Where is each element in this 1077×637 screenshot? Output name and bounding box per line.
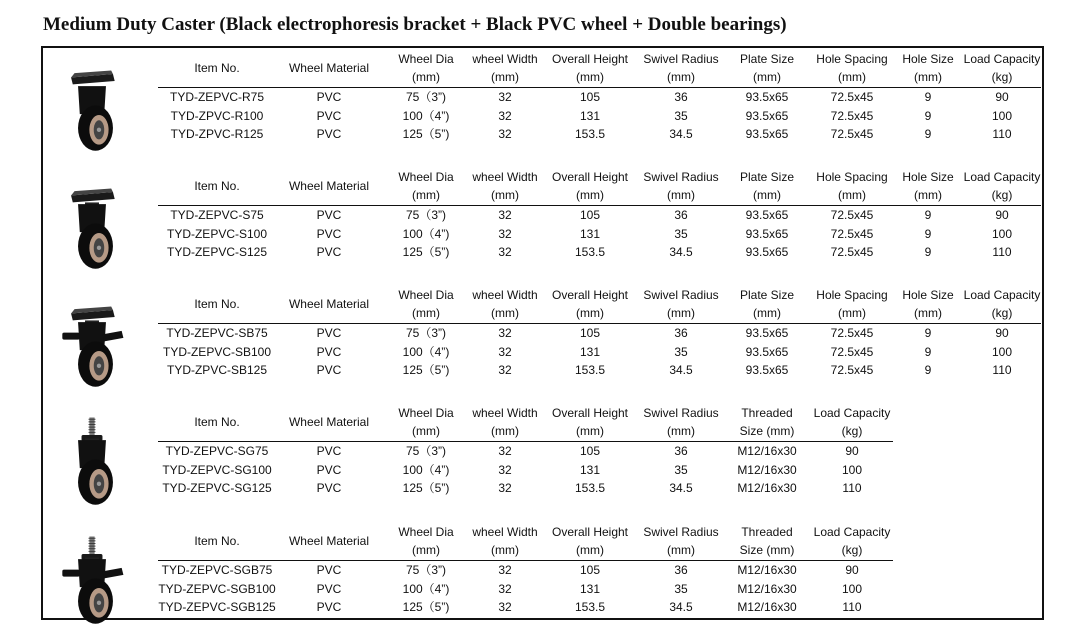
table-cell: 100（4”): [402, 462, 450, 477]
column-header: Hole Size: [902, 288, 954, 302]
item-number: TYD-ZEPVC-SG125: [162, 481, 272, 496]
table-cell: 153.5: [574, 245, 606, 260]
column-header-unit: (mm): [667, 306, 695, 320]
table-cell: 72.5x45: [830, 108, 874, 123]
column-header-unit: (kg): [841, 543, 863, 557]
column-header-unit: (kg): [991, 188, 1013, 202]
column-header-unit: (mm): [753, 306, 781, 320]
column-header-unit: (mm): [576, 306, 604, 320]
table-cell: 93.5x65: [745, 326, 789, 340]
table-cell: 125（5”): [402, 127, 450, 142]
table-cell: 75（3”): [405, 326, 446, 340]
column-header-unit: (mm): [491, 424, 519, 438]
column-header-unit: Size (mm): [739, 543, 795, 557]
table-cell: PVC: [316, 245, 342, 260]
column-header-unit: (mm): [576, 424, 604, 438]
table-cell: 93.5x65: [745, 108, 789, 123]
table-cell: 32: [498, 363, 512, 378]
table-cell: 153.5: [574, 481, 606, 496]
table-cell: 72.5x45: [830, 90, 874, 104]
table-cell: 153.5: [574, 600, 606, 615]
column-header: Hole Spacing: [816, 288, 888, 302]
column-header: wheel Width: [472, 52, 538, 66]
column-header: Item No.: [194, 415, 240, 429]
table-cell: 110: [842, 481, 862, 496]
table-cell: 110: [842, 600, 862, 615]
column-header: Overall Height: [551, 52, 629, 66]
column-header-unit: (mm): [412, 543, 440, 557]
item-number: TYD-ZEPVC-SB75: [166, 326, 268, 340]
table-cell: 36: [674, 326, 688, 340]
page-title: Medium Duty Caster (Black electrophoresis bracket + Black PVC wheel + Double bearings): [43, 14, 787, 35]
table-cell: M12/16x30: [737, 481, 797, 496]
column-header-unit: (mm): [576, 70, 604, 84]
table-cell: 34.5: [669, 245, 693, 260]
table-cell: PVC: [316, 127, 342, 142]
column-header: Overall Height: [551, 288, 629, 302]
table-cell: M12/16x30: [737, 462, 797, 477]
column-header: Item No.: [194, 61, 240, 75]
item-number: TYD-ZEPVC-SGB75: [161, 563, 273, 577]
table-cell: PVC: [316, 208, 342, 222]
item-number: TYD-ZEPVC-SGB100: [158, 581, 276, 596]
table-cell: 36: [674, 208, 688, 222]
column-header: Wheel Dia: [398, 288, 454, 302]
item-number: TYD-ZEPVC-R75: [169, 90, 264, 104]
table-cell: 131: [579, 108, 601, 123]
column-header: Wheel Dia: [398, 52, 454, 66]
table-cell: 90: [845, 563, 859, 577]
table-cell: 100: [991, 344, 1013, 359]
column-header: Hole Spacing: [816, 52, 888, 66]
column-header-unit: (mm): [838, 188, 866, 202]
column-header: Wheel Material: [288, 415, 370, 429]
table-cell: 32: [498, 581, 512, 596]
table-cell: 32: [498, 600, 512, 615]
table-cell: PVC: [316, 363, 342, 378]
column-header: Wheel Material: [288, 179, 370, 193]
column-header-unit: (mm): [412, 70, 440, 84]
column-header-unit: (mm): [491, 188, 519, 202]
column-header: Overall Height: [551, 525, 629, 539]
table-cell: 32: [498, 90, 512, 104]
column-header-unit: Size (mm): [739, 424, 795, 438]
column-header-unit: (mm): [838, 306, 866, 320]
column-header: Swivel Radius: [643, 406, 719, 420]
table-cell: 131: [579, 462, 601, 477]
table-cell: M12/16x30: [737, 600, 797, 615]
column-header-unit: (mm): [914, 188, 942, 202]
table-cell: 90: [995, 326, 1009, 340]
table-cell: PVC: [316, 581, 342, 596]
table-cell: 34.5: [669, 363, 693, 378]
table-cell: 34.5: [669, 600, 693, 615]
column-header: Load Capacity: [963, 170, 1041, 184]
table-cell: 34.5: [669, 481, 693, 496]
table-cell: PVC: [316, 462, 342, 477]
column-header: Wheel Dia: [398, 525, 454, 539]
column-header: Load Capacity: [963, 52, 1041, 66]
table-cell: 9: [924, 344, 932, 359]
column-header-unit: (kg): [841, 424, 863, 438]
column-header: Wheel Dia: [398, 406, 454, 420]
table-cell: 100: [991, 108, 1013, 123]
rigid-caster-icon: [56, 60, 128, 156]
table-cell: 32: [498, 444, 512, 458]
column-header: wheel Width: [472, 170, 538, 184]
table-cell: 72.5x45: [830, 127, 874, 142]
table-cell: 105: [579, 90, 601, 104]
table-cell: 110: [992, 245, 1012, 260]
item-number: TYD-ZEPVC-S100: [166, 226, 268, 241]
table-cell: 110: [992, 363, 1012, 378]
table-cell: PVC: [316, 108, 342, 123]
table-cell: 35: [674, 462, 688, 477]
swivel-caster-icon: [56, 178, 128, 274]
table-cell: 100: [841, 581, 863, 596]
table-cell: 105: [579, 326, 601, 340]
table-cell: 9: [924, 326, 932, 340]
column-header: Load Capacity: [813, 406, 891, 420]
column-header-unit: (mm): [667, 70, 695, 84]
column-header-unit: (mm): [667, 543, 695, 557]
table-cell: 36: [674, 90, 688, 104]
column-header-unit: (mm): [491, 543, 519, 557]
threaded-stem-brake-caster-icon: [56, 533, 128, 629]
table-cell: 93.5x65: [745, 127, 789, 142]
column-header: Load Capacity: [963, 288, 1041, 302]
table-cell: 75（3”): [405, 563, 446, 577]
column-header: Swivel Radius: [643, 52, 719, 66]
table-cell: 100: [991, 226, 1013, 241]
column-header-unit: (mm): [576, 543, 604, 557]
table-cell: 32: [498, 127, 512, 142]
table-cell: 75（3”): [405, 444, 446, 458]
column-header-unit: (mm): [838, 70, 866, 84]
column-header: Plate Size: [739, 288, 795, 302]
column-header: Hole Size: [902, 170, 954, 184]
table-cell: 72.5x45: [830, 226, 874, 241]
table-cell: 110: [992, 127, 1012, 142]
table-cell: 9: [924, 363, 932, 378]
table-cell: 72.5x45: [830, 344, 874, 359]
table-cell: 72.5x45: [830, 208, 874, 222]
table-cell: M12/16x30: [737, 444, 797, 458]
table-cell: 9: [924, 208, 932, 222]
column-header: Hole Spacing: [816, 170, 888, 184]
table-cell: PVC: [316, 563, 342, 577]
item-number: TYD-ZEPVC-SGB125: [158, 600, 276, 615]
table-cell: PVC: [316, 444, 342, 458]
table-cell: 100（4”): [402, 226, 450, 241]
column-header-unit: (kg): [991, 306, 1013, 320]
table-cell: 125（5”): [402, 481, 450, 496]
table-cell: 93.5x65: [745, 90, 789, 104]
table-cell: PVC: [316, 226, 342, 241]
table-cell: 32: [498, 462, 512, 477]
table-cell: 72.5x45: [830, 363, 874, 378]
item-number: TYD-ZEPVC-S75: [170, 208, 264, 222]
table-cell: 90: [995, 208, 1009, 222]
column-header-unit: (mm): [914, 70, 942, 84]
table-cell: 93.5x65: [745, 344, 789, 359]
table-cell: 32: [498, 563, 512, 577]
item-number: TYD-ZPVC-R100: [170, 108, 264, 123]
table-cell: 100: [841, 462, 863, 477]
table-cell: 9: [924, 108, 932, 123]
column-header: Threaded: [741, 525, 793, 539]
table-cell: 75（3”): [405, 90, 446, 104]
table-cell: 35: [674, 108, 688, 123]
column-header: Overall Height: [551, 170, 629, 184]
column-header-unit: (mm): [667, 424, 695, 438]
table-cell: 105: [579, 563, 601, 577]
column-header: Plate Size: [739, 52, 795, 66]
table-cell: 72.5x45: [830, 326, 874, 340]
table-cell: 125（5”): [402, 363, 450, 378]
table-cell: 32: [498, 326, 512, 340]
column-header: Overall Height: [551, 406, 629, 420]
table-cell: 72.5x45: [830, 245, 874, 260]
table-cell: PVC: [316, 326, 342, 340]
table-cell: 34.5: [669, 127, 693, 142]
table-cell: 32: [498, 208, 512, 222]
table-cell: 9: [924, 127, 932, 142]
column-header-unit: (kg): [991, 70, 1013, 84]
threaded-stem-caster-icon: [56, 414, 128, 510]
table-cell: PVC: [316, 344, 342, 359]
column-header-unit: (mm): [753, 70, 781, 84]
column-header-unit: (mm): [667, 188, 695, 202]
table-cell: 131: [579, 344, 601, 359]
column-header: Item No.: [194, 297, 240, 311]
table-cell: 153.5: [574, 363, 606, 378]
column-header: Load Capacity: [813, 525, 891, 539]
column-header: wheel Width: [472, 525, 538, 539]
table-cell: 100（4”): [402, 344, 450, 359]
table-cell: 35: [674, 226, 688, 241]
table-cell: 153.5: [574, 127, 606, 142]
column-header-unit: (mm): [491, 70, 519, 84]
table-cell: 125（5”): [402, 245, 450, 260]
column-header: Hole Size: [902, 52, 954, 66]
column-header-unit: (mm): [412, 306, 440, 320]
column-header: Plate Size: [739, 170, 795, 184]
item-number: TYD-ZPVC-SB125: [166, 363, 268, 378]
swivel-brake-caster-icon: [56, 296, 128, 392]
column-header: Item No.: [194, 179, 240, 193]
column-header: Item No.: [194, 534, 240, 548]
column-header: wheel Width: [472, 406, 538, 420]
item-number: TYD-ZEPVC-SB100: [162, 344, 272, 359]
table-cell: PVC: [316, 600, 342, 615]
column-header: Wheel Material: [288, 297, 370, 311]
table-cell: 9: [924, 245, 932, 260]
table-cell: 32: [498, 108, 512, 123]
table-cell: 131: [579, 226, 601, 241]
column-header-unit: (mm): [491, 306, 519, 320]
column-header-unit: (mm): [576, 188, 604, 202]
table-cell: 90: [845, 444, 859, 458]
table-cell: 125（5”): [402, 600, 450, 615]
table-cell: M12/16x30: [737, 563, 797, 577]
item-number: TYD-ZEPVC-S125: [166, 245, 268, 260]
table-cell: 93.5x65: [745, 245, 789, 260]
table-cell: 90: [995, 90, 1009, 104]
table-cell: 131: [579, 581, 601, 596]
table-cell: 100（4”): [402, 108, 450, 123]
table-cell: PVC: [316, 90, 342, 104]
column-header: Threaded: [741, 406, 793, 420]
table-cell: 32: [498, 245, 512, 260]
table-cell: 9: [924, 90, 932, 104]
column-header-unit: (mm): [753, 188, 781, 202]
table-cell: 75（3”): [405, 208, 446, 222]
column-header: Wheel Material: [288, 534, 370, 548]
table-cell: 32: [498, 226, 512, 241]
table-cell: 36: [674, 444, 688, 458]
table-cell: 100（4”): [402, 581, 450, 596]
item-number: TYD-ZPVC-R125: [170, 127, 264, 142]
table-cell: 105: [579, 208, 601, 222]
table-cell: 36: [674, 563, 688, 577]
table-cell: 93.5x65: [745, 226, 789, 241]
table-cell: 93.5x65: [745, 363, 789, 378]
column-header: Swivel Radius: [643, 525, 719, 539]
table-cell: 105: [579, 444, 601, 458]
column-header-unit: (mm): [412, 188, 440, 202]
column-header: Wheel Material: [288, 61, 370, 75]
item-number: TYD-ZEPVC-SG100: [162, 462, 272, 477]
column-header: Wheel Dia: [398, 170, 454, 184]
column-header: Swivel Radius: [643, 288, 719, 302]
table-cell: 93.5x65: [745, 208, 789, 222]
column-header-unit: (mm): [412, 424, 440, 438]
table-cell: 35: [674, 344, 688, 359]
item-number: TYD-ZEPVC-SG75: [165, 444, 269, 458]
column-header-unit: (mm): [914, 306, 942, 320]
table-cell: PVC: [316, 481, 342, 496]
table-cell: M12/16x30: [737, 581, 797, 596]
column-header: Swivel Radius: [643, 170, 719, 184]
column-header: wheel Width: [472, 288, 538, 302]
table-cell: 35: [674, 581, 688, 596]
table-cell: 32: [498, 344, 512, 359]
table-cell: 32: [498, 481, 512, 496]
table-cell: 9: [924, 226, 932, 241]
